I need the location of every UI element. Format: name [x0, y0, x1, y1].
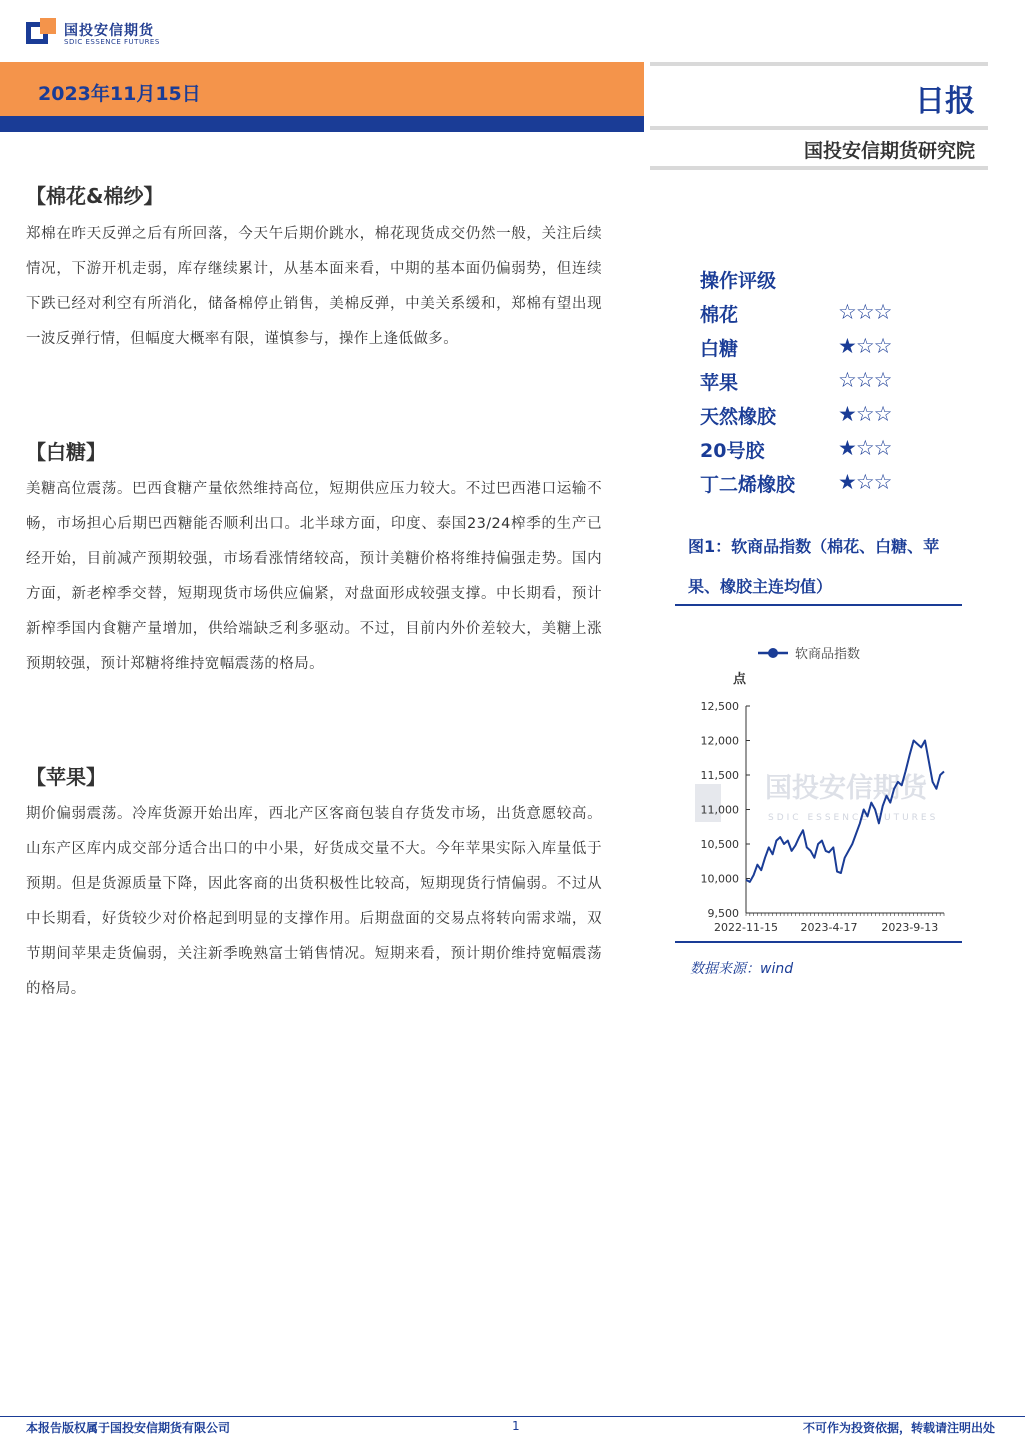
section-title-apple: 【苹果】 [26, 765, 106, 789]
header-underline [0, 116, 644, 132]
data-source: 数据来源：wind [690, 961, 794, 977]
rating-stars [838, 470, 891, 494]
figure-caption: 图1：软商品指数（棉花、白糖、苹果、橡胶主连均值） [688, 537, 940, 596]
star-empty-icon: ☆ [873, 436, 892, 460]
rating-title: 操作评级 [700, 270, 777, 292]
star-empty-icon: ☆ [855, 334, 874, 358]
y-tick-label: 11,000 [700, 803, 739, 817]
star-filled-icon: ★ [838, 334, 856, 358]
star-empty-icon: ☆ [873, 334, 892, 358]
footer-copyright: 本报告版权属于国投安信期货有限公司 [26, 1421, 231, 1435]
y-tick-label: 12,000 [700, 734, 739, 748]
legend-marker [768, 648, 778, 658]
x-tick-label: 2022-11-15 [714, 921, 778, 934]
rating-commodity-name: 20号胶 [700, 440, 765, 462]
star-empty-icon: ☆ [838, 368, 856, 392]
rating-commodity-name: 天然橡胶 [700, 406, 777, 428]
report-type: 日报 [915, 84, 975, 119]
rating-stars [838, 300, 891, 324]
watermark-text: 国投安信期货 [765, 773, 927, 804]
rating-stars [838, 368, 891, 392]
star-filled-icon: ★ [838, 436, 856, 460]
header-divider [650, 62, 988, 66]
star-empty-icon: ☆ [855, 470, 874, 494]
x-tick-label: 2023-4-17 [800, 921, 858, 934]
company-logo-icon [26, 18, 56, 48]
report-date: 2023年11月15日 [38, 83, 201, 105]
page-number: 1 [512, 1419, 520, 1433]
watermark-text: SDIC ESSENCE FUTURES [768, 813, 939, 823]
rating-stars [838, 402, 891, 426]
section-title-sugar: 【白糖】 [26, 440, 106, 464]
rating-commodity-name: 棉花 [700, 304, 739, 326]
star-empty-icon: ☆ [873, 402, 892, 426]
header-divider [650, 126, 988, 130]
y-tick-label: 9,500 [707, 907, 739, 920]
rating-row [700, 334, 910, 366]
rating-row [700, 300, 910, 332]
section-body-sugar: 美糖高位震荡。巴西食糖产量依然维持高位，短期供应压力较大。不过巴西港口运输不畅，市场担心后期巴西糖能否顺利出口。北半球方面，印度、泰国23/24榨季的生产已经开始，目前减产预期较强，市场看涨情绪较高，预计美糖价格将维持偏强走势。国内方面，新老榨季交替，短期现货市场供应偏紧，对盘面形成较强支撑。中长期看，预计新榨季国内食糖产量增加，供给端缺乏利多驱动。不过，目前内外价差较大，美糖上涨预期较强，预计郑糖将维持宽幅震荡的格局。 [26, 481, 602, 672]
rating-commodity-name: 丁二烯橡胶 [700, 474, 796, 496]
y-axis-label: 点 [733, 672, 747, 687]
rating-row [700, 470, 910, 502]
figure-rule [675, 604, 962, 606]
star-empty-icon: ☆ [873, 470, 892, 494]
series-line-soft-commodity-index [746, 741, 944, 882]
section-title-cotton: 【棉花&棉纱】 [26, 184, 164, 208]
rating-stars [838, 436, 891, 460]
star-filled-icon: ★ [838, 402, 856, 426]
section-body-cotton: 郑棉在昨天反弹之后有所回落，今天午后期价跳水，棉花现货成交仍然一般，关注后续情况，下游开机走弱，库存继续累计，从基本面来看，中期的基本面仍偏弱势，但连续下跌已经对利空有所消化，储备棉停止销售，美棉反弹，中美关系缓和，郑棉有望出现一波反弹行情，但幅度大概率有限，谨慎参与，操作上逢低做多。 [26, 226, 602, 347]
star-empty-icon: ☆ [855, 368, 874, 392]
footer-rule [0, 1416, 1025, 1417]
rating-stars [838, 334, 891, 358]
rating-commodity-name: 苹果 [700, 372, 739, 394]
star-empty-icon: ☆ [873, 368, 892, 392]
figure-rule [675, 941, 962, 943]
rating-commodity-name: 白糖 [700, 338, 739, 360]
y-tick-label: 11,500 [700, 769, 739, 782]
legend-label: 软商品指数 [795, 647, 861, 662]
star-empty-icon: ☆ [873, 300, 892, 324]
star-empty-icon: ☆ [855, 402, 874, 426]
star-filled-icon: ★ [838, 470, 856, 494]
y-tick-label: 10,500 [700, 838, 739, 851]
institute-name: 国投安信期货研究院 [803, 140, 975, 162]
star-empty-icon: ☆ [855, 436, 874, 460]
logo-text-cn: 国投安信期货 [64, 23, 154, 39]
rating-row [700, 368, 910, 400]
y-tick-label: 10,000 [700, 872, 739, 886]
header-divider [650, 166, 988, 170]
footer-disclaimer: 不可作为投资依据，转载请注明出处 [802, 1421, 995, 1435]
star-empty-icon: ☆ [855, 300, 874, 324]
x-tick-label: 2023-9-13 [881, 921, 939, 934]
soft-commodity-index-chart [675, 610, 962, 940]
rating-row [700, 402, 910, 434]
y-tick-label: 12,500 [700, 700, 739, 713]
logo-text-en: SDIC ESSENCE FUTURES [64, 38, 160, 46]
rating-row [700, 436, 910, 468]
section-body-apple: 期价偏弱震荡。冷库货源开始出库，西北产区客商包装自存货发市场，出货意愿较高。山东产区库内成交部分适合出口的中小果，好货成交量不大。今年苹果实际入库量低于预期。但是货源质量下降，因此客商的出货积极性比较高，短期现货行情偏弱。不过从中长期看，好货较少对价格起到明显的支撑作用。后期盘面的交易点将转向需求端，双节期间苹果走货偏弱，关注新季晚熟富士销售情况。短期来看，预计期价维持宽幅震荡的格局。 [26, 806, 602, 997]
star-empty-icon: ☆ [838, 300, 856, 324]
